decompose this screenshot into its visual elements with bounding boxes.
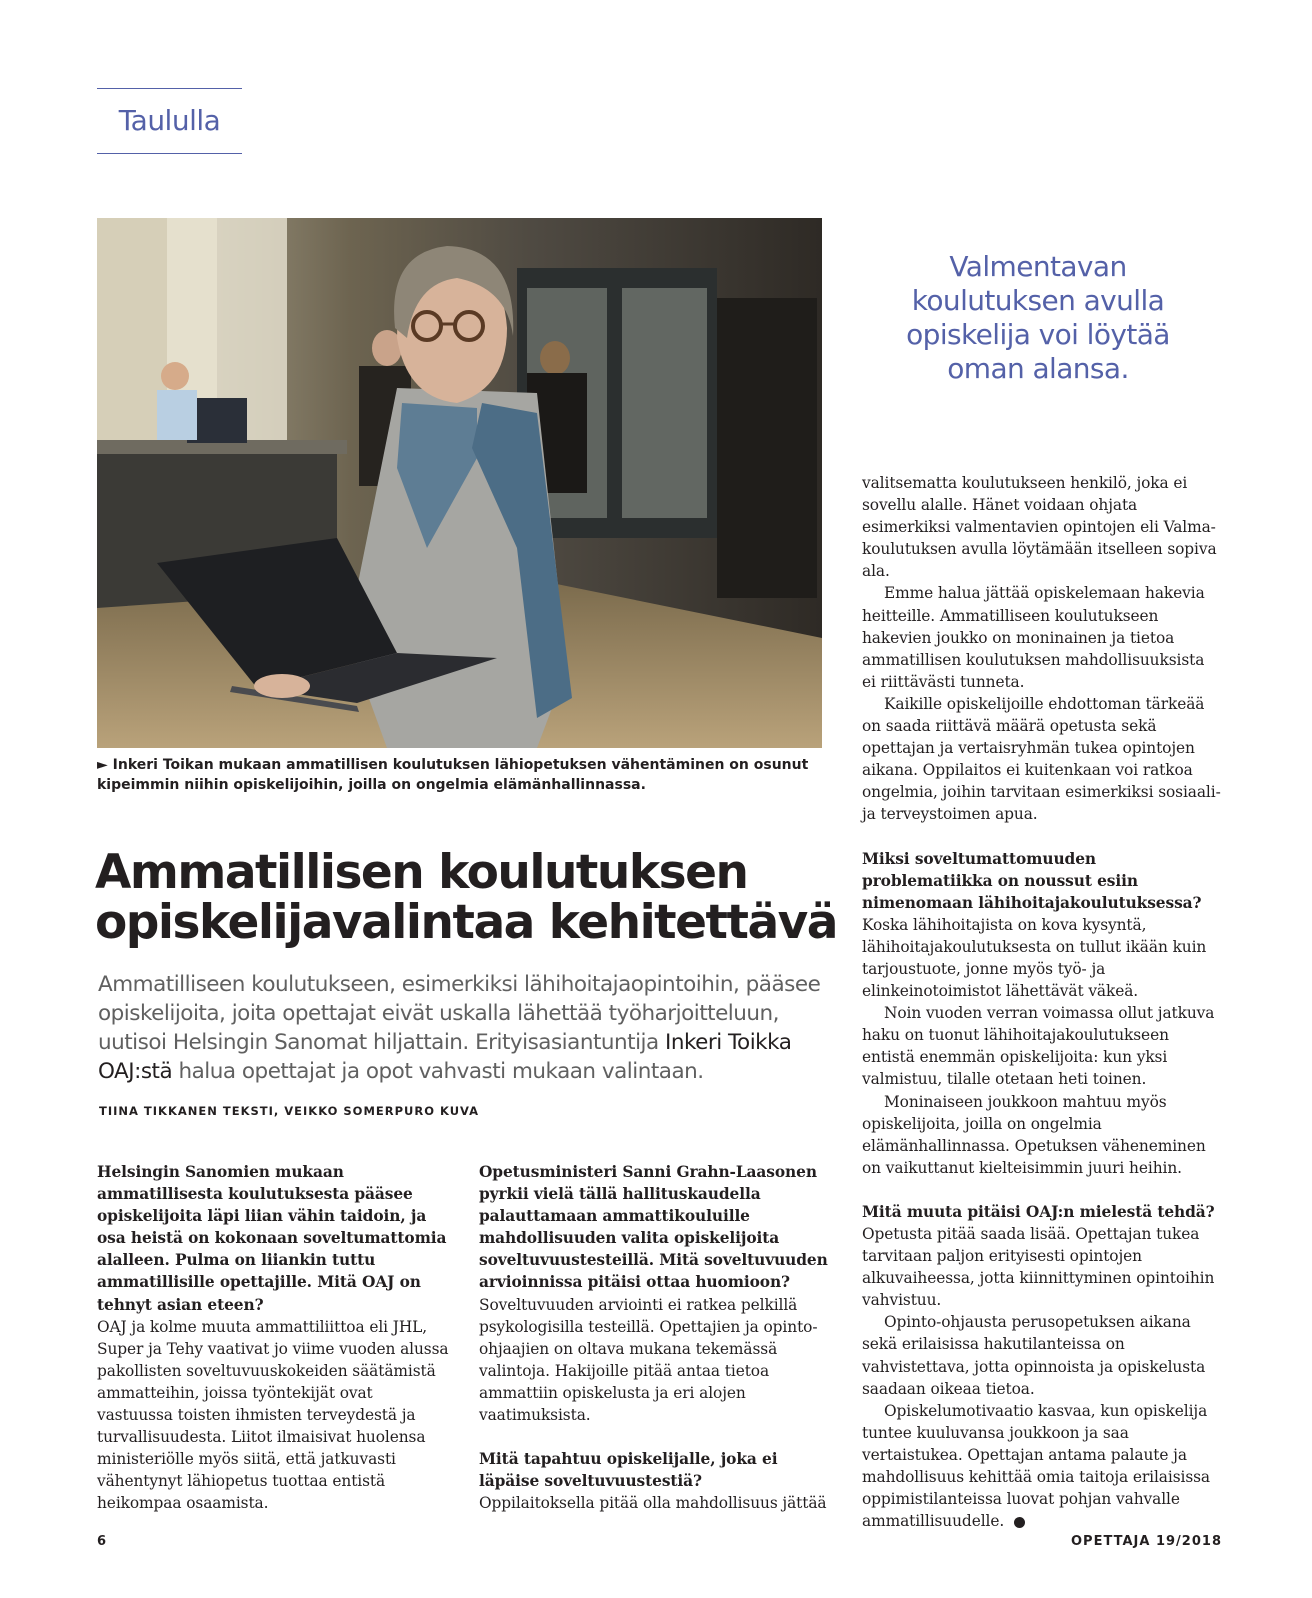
byline: TIINA TIKKANEN TEKSTI, VEIKKO SOMERPURO KUVA	[99, 1104, 480, 1118]
paragraph: valitsematta koulutukseen henkilö, joka ei sovellu alalle. Hänet voidaan ohjata esimerkiksi valmentavien opintojen eli Valma-koulutuksen avulla löytämään itselleen sopiva ala.	[862, 474, 1217, 581]
paragraph: Noin vuoden verran voimassa ollut jatkuva haku on tuonut lähihoitajakoulutukseen entistä enemmän opiskelijoita: kun yksi valmistuu, tilalle otetaan heti toinen.	[862, 1004, 1215, 1089]
paragraph: Kaikille opiskelijoille ehdottoman tärkeää on saada riittävä määrä opetusta sekä opettajan ja vertaisryhmän tukea opintojen aikana. Oppilaitos ei kuitenkaan voi ratkoa ongelmia, joihin tarvitaan esimerkiksi sosiaali- ja terveystoimen apua.	[862, 694, 1221, 824]
question-1: Helsingin Sanomien mukaan ammatillisesta koulutuksesta pääsee opiskelijoita läpi liian vähin taidoin, ja osa heistä on kokonaan soveltumattomia alalleen. Pulma on liiankin tuttu ammatillisille opettajille. Mitä OAJ on tehnyt asian eteen?	[97, 1163, 447, 1314]
question-3: Mitä tapahtuu opiskelijalle, joka ei läpäise soveltuvuustestiä?	[479, 1450, 778, 1491]
column-3	[862, 472, 1222, 1532]
closing-paragraph	[862, 1400, 1222, 1533]
article-photo	[97, 218, 822, 748]
lead-person-name: Inkeri Toikka OAJ:stä	[98, 1030, 792, 1084]
answer-4: Koska lähihoitajista on kova kysyntä, lähihoitajakoulutuksesta on tullut ikään kuin tarjoustuote, jonne myös työ- ja elinkeinotoimistot lähettävät väkeä.	[862, 915, 1207, 1001]
question-5: Mitä muuta pitäisi OAJ:n mielestä tehdä?	[862, 1202, 1215, 1221]
answer-3: Oppilaitoksella pitää olla mahdollisuus jättää	[479, 1494, 827, 1513]
paragraph: Emme halua jättää opiskelemaan hakevia heitteille. Ammatilliseen koulutukseen hakevien joukko on moninainen ja tietoa ammatillisen koulutuksen mahdollisuuksista ei riittävästi tunneta.	[862, 584, 1205, 691]
column-1	[97, 1161, 452, 1515]
section-tag	[97, 88, 242, 154]
headline-line-2: opiskelijavalintaa kehitettävä	[95, 895, 838, 950]
headline-line-1: Ammatillisen koulutuksen	[95, 845, 748, 900]
article-headline	[95, 845, 855, 950]
section-label: Taululla	[118, 104, 221, 137]
closing-text: Opiskelumotivaatio kasvaa, kun opiskelija tuntee kuuluvansa joukkoon ja saa vertaistukea. Opettajan antama palaute ja mahdollisuus kehittää omia taitoja erilaisissa oppimistilanteissa luovat pohjan vahvalle ammatillisuudelle.	[862, 1401, 1210, 1531]
end-mark-icon	[1014, 1517, 1025, 1528]
paragraph: Opinto-ohjausta perusopetuksen aikana sekä erilaisissa hakutilanteissa on vahvistettava, jotta opinnoista ja opiskelusta saadaan oikeaa tietoa.	[862, 1313, 1206, 1398]
lead-text-end: halua opettajat ja opot vahvasti mukaan valintaan.	[172, 1059, 704, 1084]
answer-2: Soveltuvuuden arviointi ei ratkea pelkillä psykologisilla testeillä. Opettajien ja opinto-ohjaajien on oltava mukana tekemässä valintoja. Hakijoille pitää antaa tietoa ammattiin opiskelusta ja eri alojen vaatimuksista.	[479, 1295, 818, 1425]
pull-quote: Valmentavan koulutuksen avulla opiskelija voi löytää oman alansa.	[906, 250, 1170, 385]
article-lead	[98, 970, 838, 1086]
answer-1: OAJ ja kolme muuta ammattiliittoa eli JHL, Super ja Tehy vaativat jo viime vuoden alussa pakollisten soveltuvuuskokeiden säätämistä ammatteihin, joissa työntekijät ovat vastuussa toisten ihmisten terveydestä ja turvallisuudesta. Liitot ilmaisivat huolensa ministeriölle myös siitä, että jatkuvasti vähentynyt lähiopetus tuottaa entistä heikompaa osaamista.	[97, 1317, 449, 1513]
issue-label: OPETTAJA 19/2018	[1071, 1534, 1222, 1549]
photo-caption: ► Inkeri Toikan mukaan ammatillisen koulutuksen lähiopetuksen vähentäminen on osunut kipeimmin niihin opiskelijoihin, joilla on ongelmia elämänhallinnassa.	[97, 757, 809, 793]
answer-5: Opetusta pitää saada lisää. Opettajan tukea tarvitaan paljon erityisesti opintojen alkuvaiheessa, jotta kiinnittyminen opintoihin vahvistuu.	[862, 1225, 1215, 1310]
page-number: 6	[97, 1534, 107, 1549]
column-2	[479, 1161, 834, 1514]
lead-text-start: Ammatilliseen koulutukseen, esimerkiksi lähihoitajaopintoihin, pääsee opiskelijoita, joita opettajat eivät uskalla lähettää työharjoitteluun, uutisoi Helsingin Sanomat hiljattain. Erityisasiantuntija	[98, 972, 821, 1055]
paragraph: Moninaiseen joukkoon mahtuu myös opiskelijoita, joilla on ongelmia elämänhallinnassa. Opetuksen väheneminen on vaikuttanut kielteisimmin juuri heihin.	[862, 1092, 1206, 1177]
question-4: Miksi soveltumattomuuden problematiikka on noussut esiin nimenomaan lähihoitajakoulutuksessa?	[862, 849, 1202, 912]
question-2: Opetusministeri Sanni Grahn-Laasonen pyrkii vielä tällä hallituskaudella palauttamaan ammattikouluille mahdollisuuden valita opiskelijoita soveltuvuustesteillä. Mitä soveltuvuuden arvioinnissa pitäisi ottaa huomioon?	[479, 1163, 828, 1292]
